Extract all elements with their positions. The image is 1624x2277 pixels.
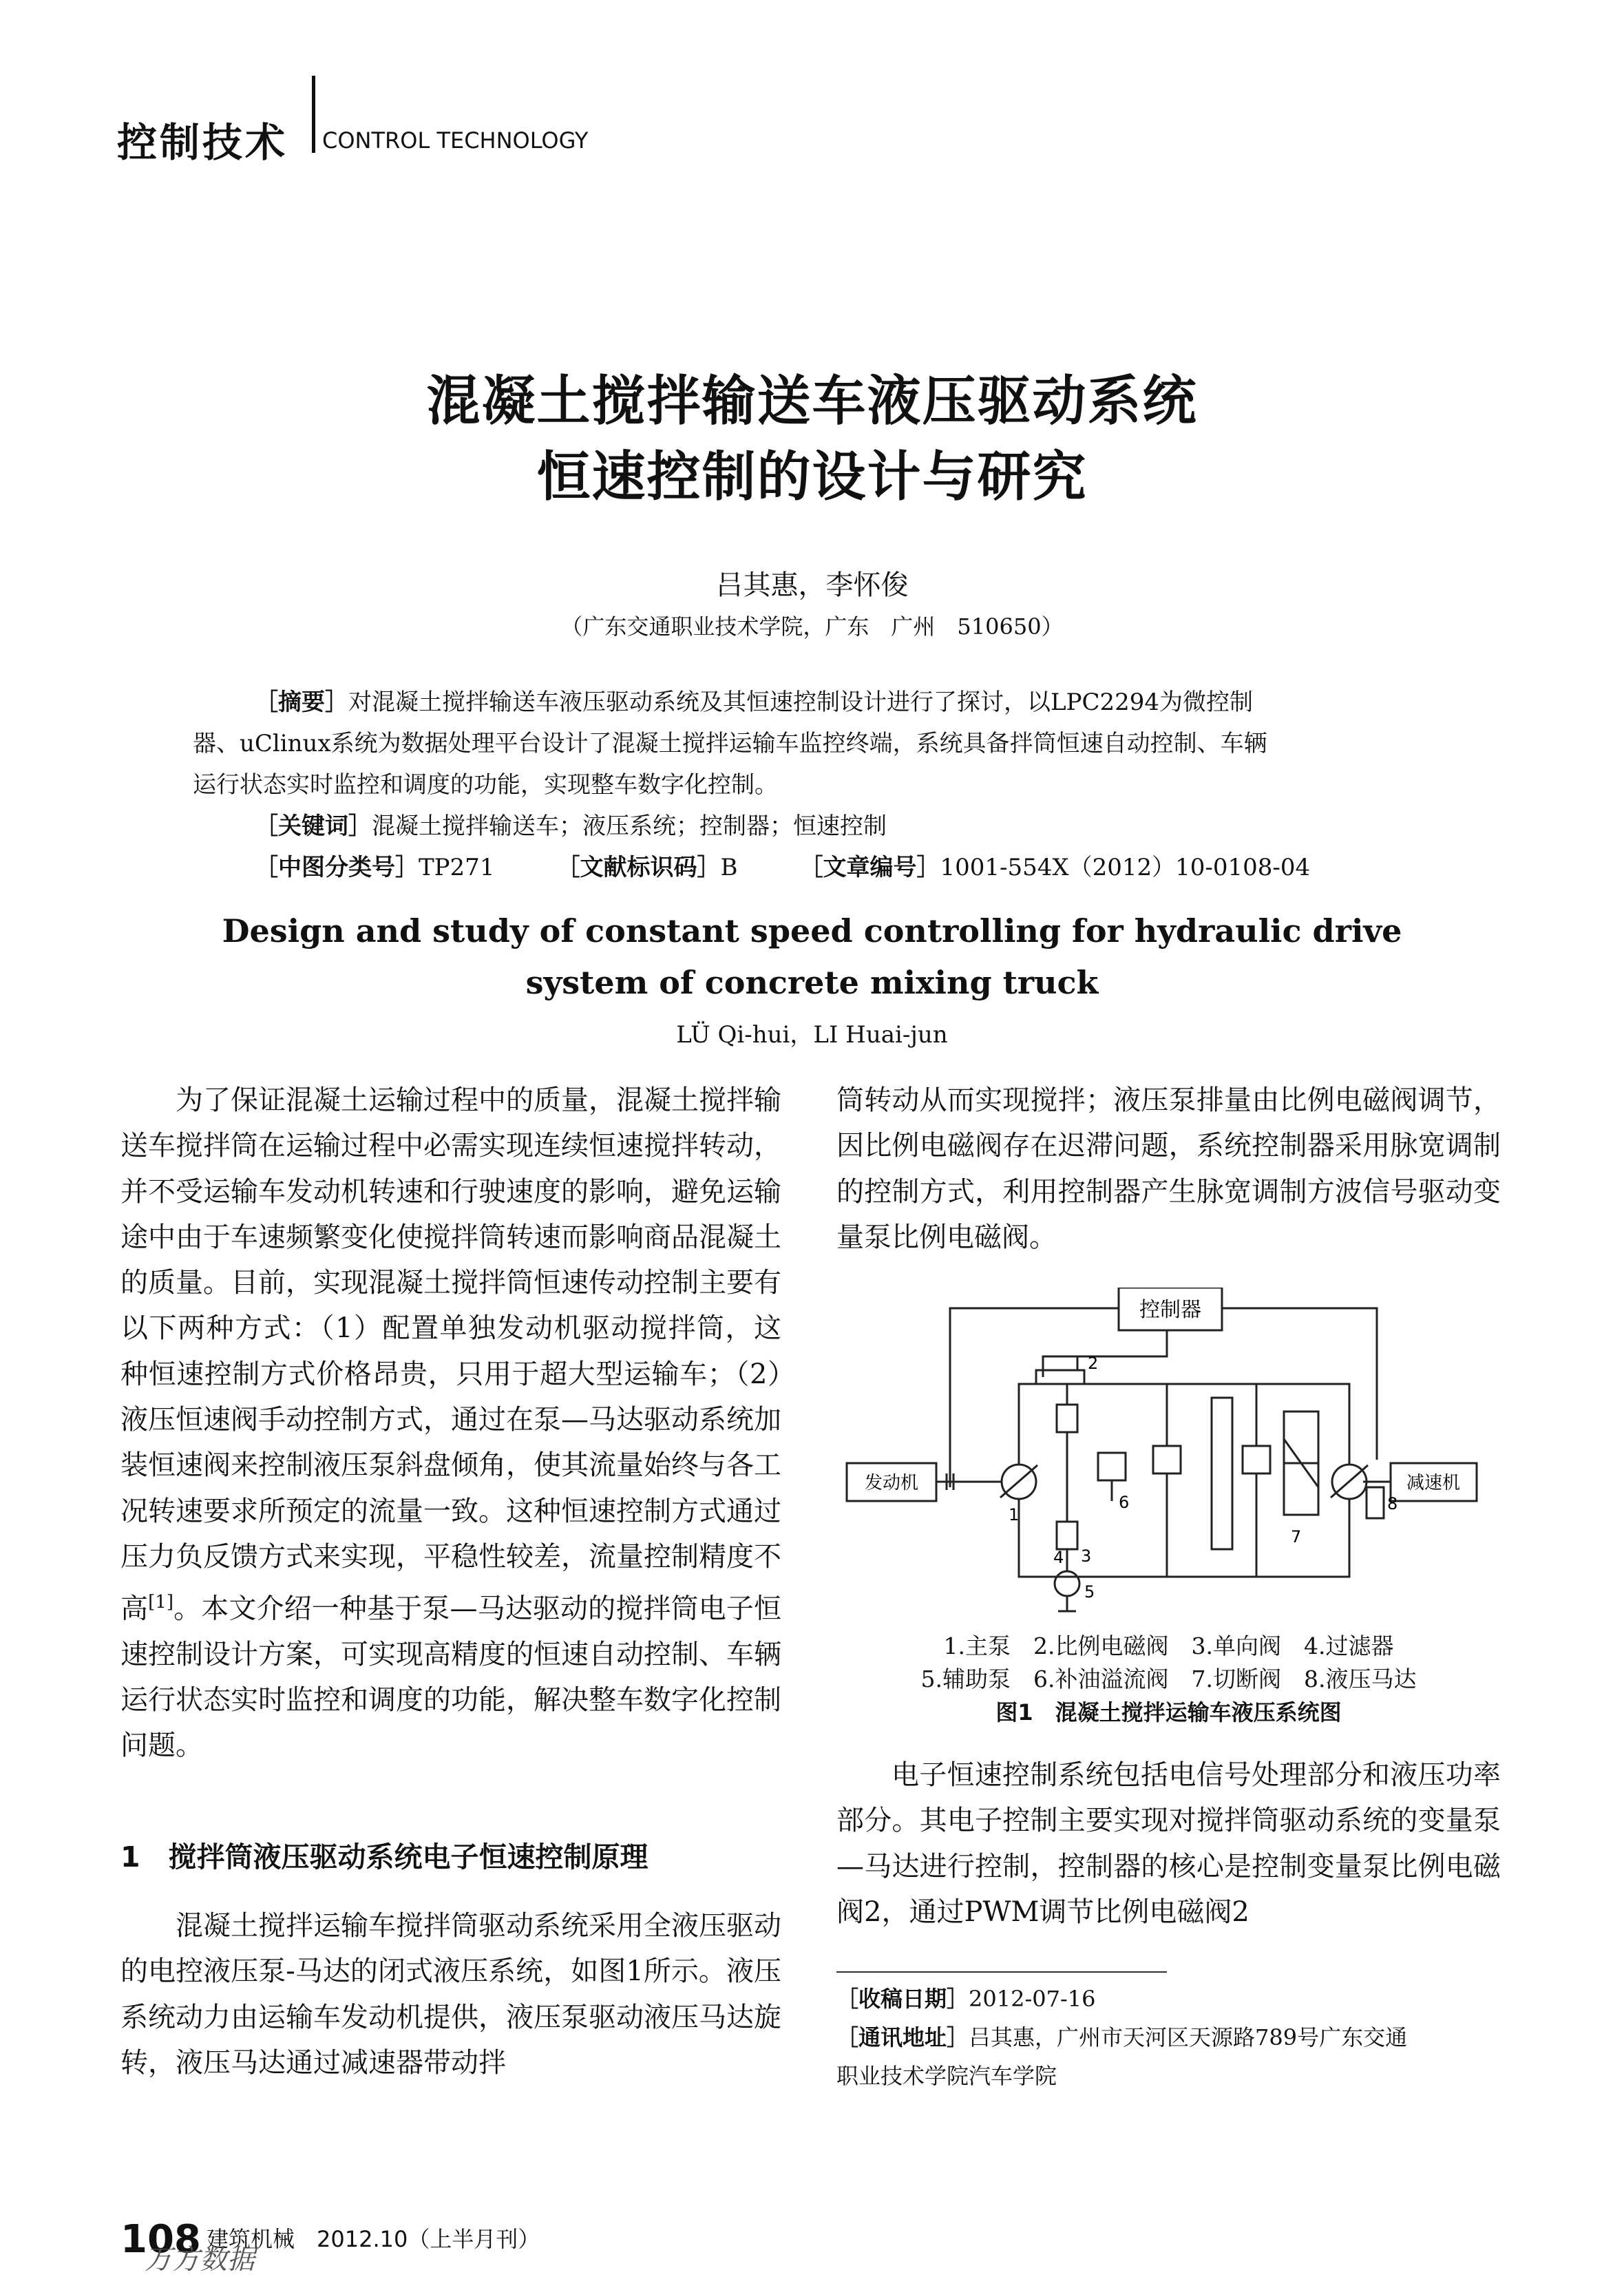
- abstract-label: ［摘要］: [255, 689, 348, 716]
- received-value: 2012-07-16: [969, 1986, 1096, 2012]
- section-divider: [312, 76, 315, 153]
- page-number: 108: [120, 2217, 201, 2262]
- abstract-line-3: 运行状态实时监控和调度的功能，实现整车数字化控制。: [193, 771, 778, 799]
- diagram-num-5: 5: [1084, 1582, 1095, 1602]
- journal-name: 建筑机械 2012.10（上半月刊）: [207, 2226, 540, 2252]
- keywords-label: ［关键词］: [255, 812, 372, 840]
- footnote-address: [836, 2018, 1501, 2057]
- figure-caption: 图1 混凝土搅拌运输车液压系统图: [995, 1699, 1342, 1725]
- figure-legend-line2: 5.辅助泵 6.补油溢流阀 7.切断阀 8.液压马达: [920, 1666, 1417, 1692]
- citation-ref: [1]: [148, 1592, 173, 1613]
- intro-tail: 。本文介绍一种基于泵—马达驱动的搅拌筒电子恒速控制设计方案，可实现高精度的恒速自动控制、车辆运行状态实时监控和调度的功能，解决整车数字化控制问题。: [120, 1593, 782, 1762]
- right-bottom-paragraph: 电子恒速控制系统包括电信号处理部分和液压功率部分。其电子控制主要实现对搅拌筒驱动系统的变量泵—马达进行控制，控制器的核心是控制变量泵比例电磁阀2，通过PWM调节比例电磁阀2: [836, 1759, 1501, 1928]
- diagram-num-2: 2: [1088, 1354, 1099, 1373]
- diagram-num-1: 1: [1009, 1505, 1020, 1524]
- clc-value: TP271: [419, 854, 495, 881]
- address-line1: 吕其惠，广州市天河区天源路789号广东交通: [969, 2024, 1408, 2050]
- reducer-label: 减速机: [1406, 1473, 1461, 1493]
- paper-title-line1: 混凝土搅拌输送车液压驱动系统: [426, 370, 1198, 432]
- engine-label: 发动机: [864, 1473, 919, 1493]
- section-title-en: CONTROL TECHNOLOGY: [322, 127, 589, 154]
- authors: 吕其惠，李怀俊: [715, 569, 909, 601]
- paper-title-line2: 恒速控制的设计与研究: [536, 446, 1088, 508]
- right-top-paragraph: 筒转动从而实现搅拌；液压泵排量由比例电磁阀调节，因比例电磁阀存在迟滞问题，系统控制器采用脉宽调制的控制方式，利用控制器产生脉宽调制方波信号驱动变量泵比例电磁阀。: [836, 1084, 1501, 1253]
- article-number-label: ［文章编号］: [799, 854, 940, 881]
- diagram-num-7: 7: [1291, 1527, 1302, 1546]
- section-title-cn: 控制技术: [117, 119, 288, 166]
- auxiliary-pump-symbol: [1055, 1571, 1079, 1596]
- address-label: ［通讯地址］: [836, 2024, 969, 2050]
- footnote-address-line2: 职业技术学院汽车学院: [836, 2063, 1057, 2089]
- section-1-paragraph: 混凝土搅拌运输车搅拌筒驱动系统采用全液压驱动的电控液压泵-马达的闭式液压系统，如图1所示。液压系统动力由运输车发动机提供，液压泵驱动液压马达旋转，液压马达通过减速器带动拌: [120, 1910, 781, 2079]
- section-heading-1: 1 搅拌筒液压驱动系统电子恒速控制原理: [120, 1840, 648, 1874]
- footnote-rule: [836, 1971, 1167, 1973]
- watermark-text: 万方数据: [145, 2244, 255, 2276]
- diagram-num-3: 3: [1081, 1546, 1092, 1566]
- english-title-line1: Design and study of constant speed controlling for hydraulic drive: [222, 912, 1402, 949]
- footnote-received: [836, 1980, 1501, 2018]
- diagram-num-8: 8: [1387, 1494, 1398, 1513]
- hydraulic-system-diagram: [843, 1288, 1497, 1618]
- abstract-line-2: 器、uClinux系统为数据处理平台设计了混凝土搅拌运输车监控终端，系统具备拌筒恒速自动控制、车辆: [193, 730, 1267, 757]
- keywords-text: 混凝土搅拌输送车；液压系统；控制器；恒速控制: [372, 812, 887, 840]
- diagram-num-4: 4: [1053, 1548, 1064, 1567]
- body-section-1: [120, 1903, 781, 2086]
- body-right-bottom: [836, 1752, 1501, 1935]
- body-intro: [120, 1078, 781, 1769]
- clc-label: ［中图分类号］: [255, 854, 419, 881]
- english-authors: LÜ Qi-hui，LI Huai-jun: [676, 1021, 948, 1049]
- doc-code-value: B: [720, 854, 738, 881]
- abstract-text-1: 对混凝土搅拌输送车液压驱动系统及其恒速控制设计进行了探讨，以LPC2294为微控制: [348, 689, 1253, 716]
- article-number-value: 1001-554X（2012）10-0108-04: [940, 854, 1311, 881]
- classification-row: [255, 847, 1466, 888]
- received-label: ［收稿日期］: [836, 1986, 969, 2012]
- figure-legend-line1: 1.主泵 2.比例电磁阀 3.单向阀 4.过滤器: [943, 1633, 1394, 1659]
- affiliation: （广东交通职业技术学院，广东 广州 510650）: [560, 613, 1064, 640]
- controller-label: 控制器: [1139, 1298, 1201, 1322]
- diagram-num-6: 6: [1119, 1493, 1130, 1512]
- abstract-line-1: [255, 682, 1466, 723]
- english-title-line2: system of concrete mixing truck: [525, 964, 1099, 1001]
- body-right-top: [836, 1078, 1501, 1260]
- keywords: [255, 806, 1466, 847]
- doc-code-label: ［文献标识码］: [556, 854, 721, 881]
- intro-text: 为了保证混凝土运输过程中的质量，混凝土搅拌输送车搅拌筒在运输过程中必需实现连续恒速搅拌转动，并不受运输车发动机转速和行驶速度的影响，避免运输途中由于车速频繁变化使搅拌筒转速而影响商品混凝土的质量。目前，实现混凝土搅拌筒恒速传动控制主要有以下两种方式：（1）配置单独发动机驱动搅拌筒，这种恒速控制方式价格昂贵，只用于超大型运输车；（2）液压恒速阀手动控制方式，通过在泵—马达驱动系统加装恒速阀来控制液压泵斜盘倾角，使其流量始终与各工况转速要求所预定的流量一致。这种恒速控制方式通过压力负反馈方式来实现，平稳性较差，流量控制精度不高: [120, 1084, 781, 1625]
